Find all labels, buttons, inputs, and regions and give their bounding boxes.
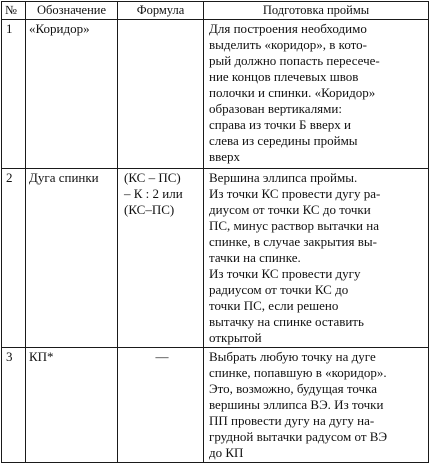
formula-line: – К : 2 или xyxy=(124,186,183,201)
description-line: вверх xyxy=(209,149,240,164)
formula-line: (КС–ПС) xyxy=(124,202,175,217)
description-line: радиусом от точки КС до xyxy=(209,282,349,297)
row-number: 3 xyxy=(2,348,26,463)
header-number: № xyxy=(2,2,26,20)
row-number: 1 xyxy=(2,20,26,169)
description-line: ПП провести дугу на дугу на- xyxy=(209,413,375,428)
row-designation: Дуга спинки xyxy=(26,169,118,348)
description-line: образован вертикалями: xyxy=(209,101,342,116)
description-line: грудной вытачки радусом от ВЭ xyxy=(209,429,388,444)
description-line: Вершина эллипса проймы. xyxy=(209,170,358,185)
description-line: выделить «коридор», в кото- xyxy=(209,37,367,52)
description-line: полочки и спинки. «Коридор» xyxy=(209,85,376,100)
description-line: вытачку на спинке оставить xyxy=(209,314,364,329)
description-line: открытой xyxy=(209,330,262,345)
row-designation: КП* xyxy=(26,348,118,463)
row-description xyxy=(204,20,429,169)
description-line: диусом от точки КС до точки xyxy=(209,202,371,217)
description-line: рый должно попасть пересече- xyxy=(209,53,380,68)
row-number: 2 xyxy=(2,169,26,348)
description-line: спинке, попавшую в «коридор». xyxy=(209,365,387,380)
description-line: справа из точки Б вверх и xyxy=(209,117,351,132)
description-line: точки ПС, если решено xyxy=(209,298,339,313)
description-line: Для построения необходимо xyxy=(209,21,367,36)
table-row xyxy=(2,348,429,463)
description-line: тачки на спинке. xyxy=(209,250,301,265)
header-designation: Обозначение xyxy=(26,2,118,20)
description-line: спинке, в случае закрытия вы- xyxy=(209,234,377,249)
header-preparation: Подготовка проймы xyxy=(204,2,429,20)
description-line: ПС, минус раствор вытачки на xyxy=(209,218,379,233)
table-header-row xyxy=(2,2,429,20)
description-line: до КП xyxy=(209,445,244,460)
row-formula xyxy=(118,169,204,348)
construction-table xyxy=(1,1,429,463)
row-description xyxy=(204,348,429,463)
description-line: Из точки КС провести дугу ра- xyxy=(209,186,381,201)
description-line: Выбрать любую точку на дуге xyxy=(209,349,376,364)
formula-line: — xyxy=(155,349,169,364)
row-formula xyxy=(118,20,204,169)
table-row xyxy=(2,20,429,169)
row-formula xyxy=(118,348,204,463)
description-line: слева из середины проймы xyxy=(209,133,358,148)
description-line: вершины эллипса ВЭ. Из точки xyxy=(209,397,384,412)
table-row xyxy=(2,169,429,348)
description-line: Это, возможно, будущая точка xyxy=(209,381,377,396)
row-description xyxy=(204,169,429,348)
description-line: Из точки КС провести дугу xyxy=(209,266,361,281)
row-designation: «Коридор» xyxy=(26,20,118,169)
description-line: ние концов плечевых швов xyxy=(209,69,359,84)
formula-line: (КС – ПС) xyxy=(124,170,181,185)
header-formula: Формула xyxy=(118,2,204,20)
